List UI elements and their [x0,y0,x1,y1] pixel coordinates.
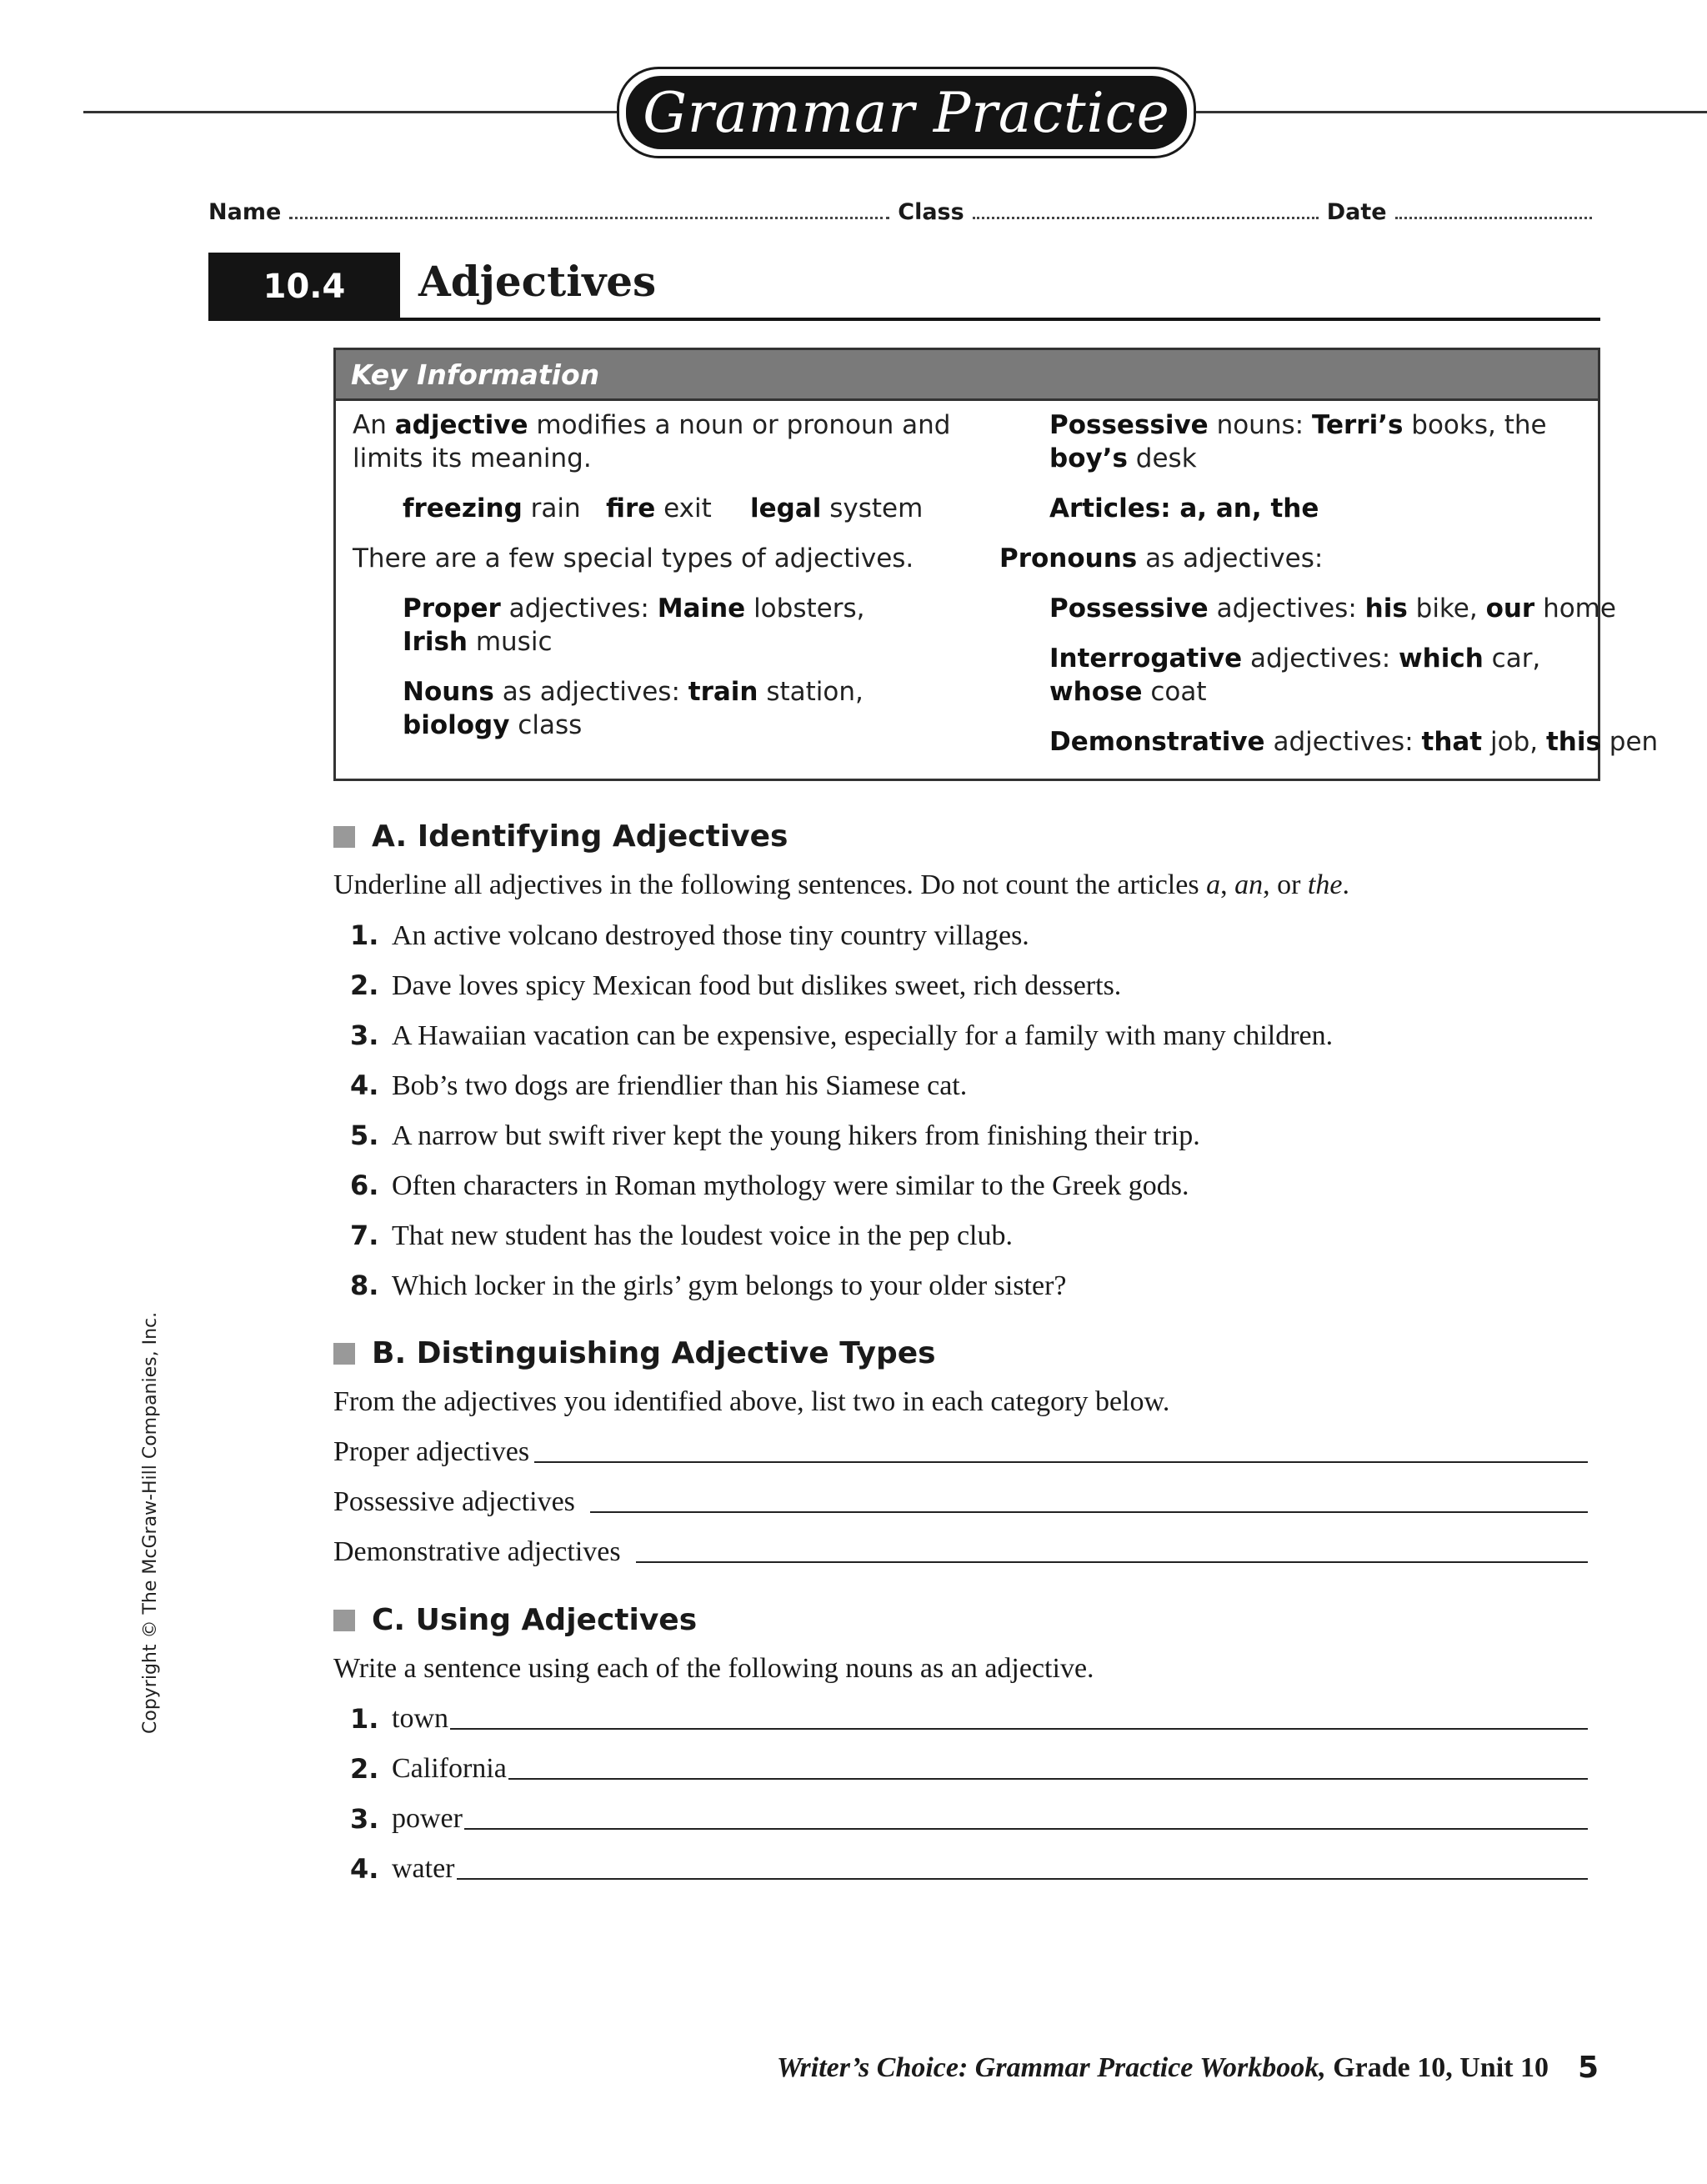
key-information-header: Key Information [336,350,1598,401]
proper-adjectives-row: Proper adjectives [333,1431,1588,1468]
section-b-instruction: From the adjectives you identified above, list two in each category below. [333,1386,1170,1417]
answer-line[interactable] [534,1461,1588,1463]
list-item: 3. power [350,1798,1588,1835]
key-examples: freezing rain [403,493,581,523]
banner [617,67,1196,158]
list-item: 5. A narrow but swift river kept the young hikers from finishing their trip. [350,1120,1200,1151]
answer-line[interactable] [508,1778,1588,1780]
list-item: 8. Which locker in the girls’ gym belongs to your older sister? [350,1270,1067,1301]
key-articles: Articles: a, an, the [1049,493,1319,523]
section-number: 10.4 [208,253,400,321]
section-a-heading: A. Identifying Adjectives [333,819,788,854]
list-item: 1. An active volcano destroyed those tiny country villages. [350,919,1029,951]
name-field[interactable] [289,217,889,219]
key-example-3: legal system [750,493,924,523]
student-info-line [208,192,1600,225]
section-c-instruction: Write a sentence using each of the following nouns as an adjective. [333,1653,1094,1684]
answer-line[interactable] [590,1511,1588,1513]
date-field[interactable] [1395,217,1592,219]
answer-line[interactable] [464,1828,1588,1830]
class-label: Class [898,199,964,225]
footer-citation: Writer’s Choice: Grammar Practice Workbook, Grade 10, Unit 10 [776,2052,1549,2083]
key-nouns-as-adjectives: Nouns as adjectives: train station, biology class [403,677,864,740]
possessive-adjectives-row: Possessive adjectives [333,1481,1588,1518]
square-bullet-icon [333,1343,355,1365]
key-possessive-adjectives: Possessive adjectives: his bike, our home [1049,594,1616,624]
date-label: Date [1326,199,1387,225]
answer-line[interactable] [450,1728,1588,1730]
key-interrogative-adjectives: Interrogative adjectives: which car, whose coat [1049,644,1541,707]
key-proper-adjectives: Proper adjectives: Maine lobsters, Irish music [403,594,865,657]
square-bullet-icon [333,826,355,848]
list-item: 3. A Hawaiian vacation can be expensive, especially for a family with many children. [350,1019,1334,1051]
key-possessive-nouns: Possessive nouns: Terri’s books, the boy’s desk [1049,410,1547,473]
page-number: 5 [1577,2051,1599,2085]
list-item: 1. town [350,1698,1588,1735]
section-c-heading: C. Using Adjectives [333,1603,697,1637]
answer-line[interactable] [636,1561,1588,1563]
list-item: 4. Bob’s two dogs are friendlier than his Siamese cat. [350,1069,968,1101]
class-field[interactable] [973,217,1319,219]
banner-title: Grammar Practice [626,76,1187,149]
list-item: 2. Dave loves spicy Mexican food but dislikes sweet, rich desserts. [350,969,1122,1001]
key-special-types: There are a few special types of adjectives. [353,543,914,574]
list-item: 2. California [350,1748,1588,1785]
section-b-heading: B. Distinguishing Adjective Types [333,1336,936,1370]
list-item: 6. Often characters in Roman mythology were similar to the Greek gods. [350,1170,1189,1201]
name-label: Name [208,199,282,225]
key-example-2: fire exit [606,493,712,523]
section-a-instruction: Underline all adjectives in the following sentences. Do not count the articles a, an, or the. [333,869,1349,900]
copyright-notice: Copyright © The McGraw-Hill Companies, Inc. [140,1311,161,1734]
square-bullet-icon [333,1610,355,1631]
demonstrative-adjectives-row: Demonstrative adjectives [333,1531,1588,1568]
answer-line[interactable] [457,1878,1588,1880]
section-rule [400,318,1600,321]
list-item: 4. water [350,1848,1588,1885]
key-demonstrative-adjectives: Demonstrative adjectives: that job, this pen [1049,727,1659,757]
key-pronouns: Pronouns as adjectives: [999,543,1324,574]
list-item: 7. That new student has the loudest voice in the pep club. [350,1220,1013,1251]
section-title: Adjectives [418,257,657,306]
key-intro: An adjective modifies a noun or pronoun and limits its meaning. [353,410,951,473]
